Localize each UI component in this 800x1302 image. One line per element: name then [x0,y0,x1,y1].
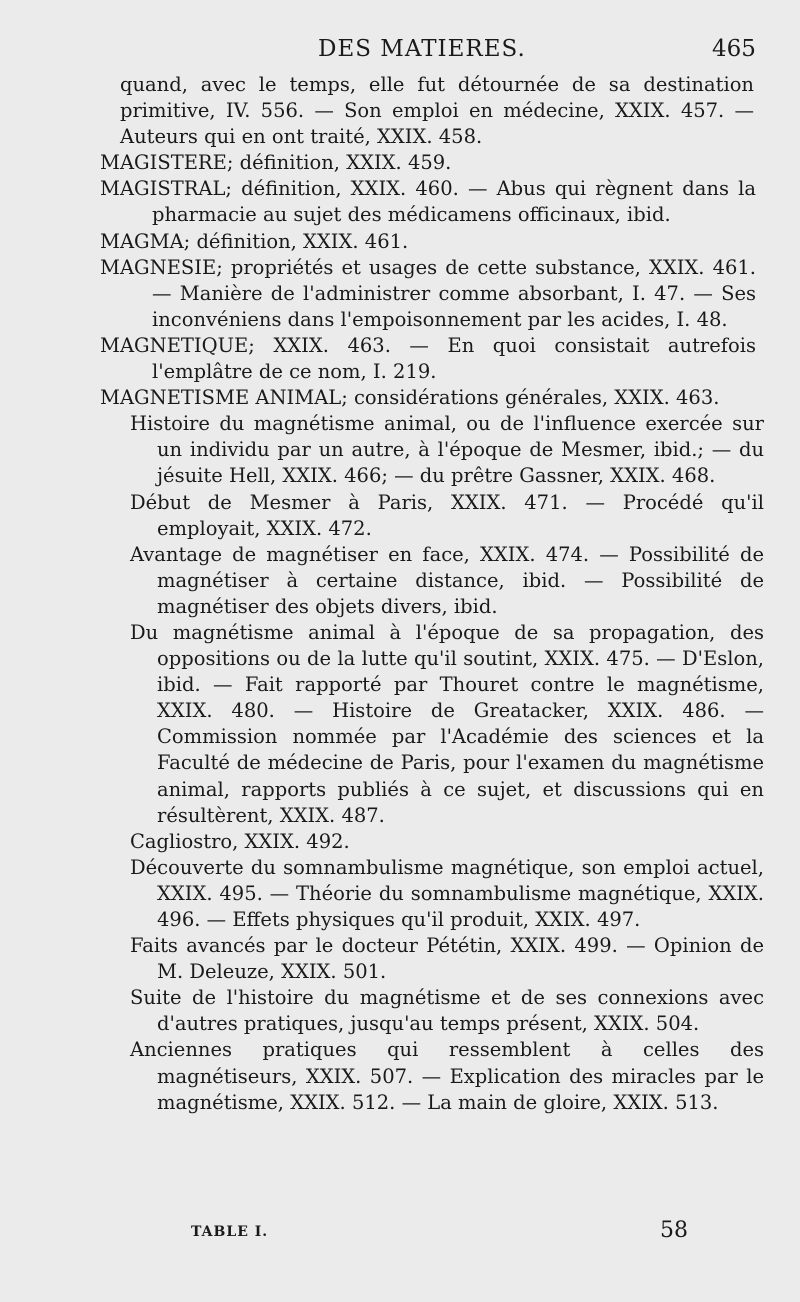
index-entry-magma: MAGMA; définition, XXIX. 461. [100,229,409,253]
index-entry-continuation: quand, avec le temps, elle fut détournée de sa destination primitive, IV. 556. — Son emploi en médecine, XXIX. 457. — Auteurs qui en ont traité, XXIX. 458. [120,73,754,149]
index-subentry: Du magnétisme animal à l'époque de sa propagation, des oppositions ou de la lutte qu'il soutint, XXIX. 475. — D'Eslon, ibid. — Fait rapporté par Thouret contre le magnétisme, XXIX. 480. — Histoire de Greatacker, XXIX. 486. — Commission nommée par l'Académie des sciences et la Faculté de médecine de Paris, pour l'examen du magnétisme animal, rapports publiés à ce sujet, et discussions qui en résultèrent, XXIX. 487. [130,620,764,827]
index-subentry: Anciennes pratiques qui ressemblent à celles des magnétiseurs, XXIX. 507. — Explication des miracles par le magnétisme, XXIX. 512. — La main de gloire, XXIX. 513. [130,1038,764,1114]
sheet-number: 58 [660,1218,688,1243]
index-subentry: Faits avancés par le docteur Pététin, XXIX. 499. — Opinion de M. Deleuze, XXIX. 501. [130,934,764,984]
index-subentry: Début de Mesmer à Paris, XXIX. 471. — Procédé qu'il employait, XXIX. 472. [130,490,764,540]
page-footer [0,1218,800,1248]
signature-mark: TABLE I. [191,1224,269,1240]
index-body [0,72,800,1116]
index-subentry: Suite de l'histoire du magnétisme et de ses connexions avec d'autres pratiques, jusqu'au temps présent, XXIX. 504. [130,986,764,1036]
page-number: 465 [712,36,756,62]
index-entry-magnetique: MAGNETIQUE; XXIX. 463. — En quoi consistait autrefois l'emplâtre de ce nom, I. 219. [100,333,756,384]
running-header [0,30,800,70]
header-title: DES MATIERES. [318,36,526,62]
index-entry-magnetisme-animal: MAGNETISME ANIMAL; considérations générales, XXIX. 463. [100,386,720,410]
index-subentry: Avantage de magnétiser en face, XXIX. 474. — Possibilité de magnétiser à certaine distance, ibid. — Possibilité de magnétiser des objets divers, ibid. [130,542,764,618]
index-entry-magistral: MAGISTRAL; définition, XXIX. 460. — Abus qui règnent dans la pharmacie au sujet des médicamens officinaux, ibid. [100,177,756,227]
index-subentry: Histoire du magnétisme animal, ou de l'influence exercée sur un individu par un autre, à l'époque de Mesmer, ibid.; — du jésuite Hell, XXIX. 466; — du prêtre Gassner, XXIX. 468. [130,412,764,488]
index-entry-magistere: MAGISTERE; définition, XXIX. 459. [100,151,452,175]
index-subentry: Cagliostro, XXIX. 492. [130,829,350,853]
index-subentry: Découverte du somnambulisme magnétique, son emploi actuel, XXIX. 495. — Théorie du somnambulisme magnétique, XXIX. 496. — Effets physiques qu'il produit, XXIX. 497. [130,855,764,931]
index-entry-magnesie: MAGNESIE; propriétés et usages de cette substance, XXIX. 461. — Manière de l'administrer comme absorbant, I. 47. — Ses inconvéniens dans l'empoisonnement par les acides, I. 48. [100,255,756,331]
